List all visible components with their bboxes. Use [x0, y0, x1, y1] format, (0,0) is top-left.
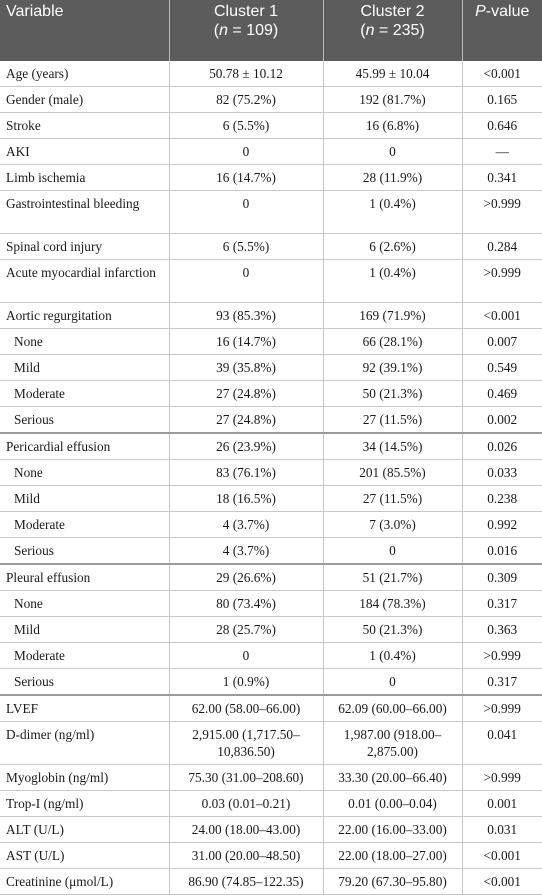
cluster-2-cell: 34 (14.5%): [323, 433, 462, 460]
cluster-2-cell: 0.01 (0.00–0.04): [323, 791, 462, 817]
cluster-2-cell: 33.30 (20.00–66.40): [323, 765, 462, 791]
cluster-2-cell: 51 (21.7%): [323, 564, 462, 591]
variable-cell: Myoglobin (ng/ml): [0, 765, 169, 791]
table-row: [0, 486, 542, 512]
cluster-2-cell: 184 (78.3%): [323, 591, 462, 617]
table-row: [0, 765, 542, 791]
p-value-cell: <0.001: [462, 843, 542, 869]
cluster-2-cell: 28 (11.9%): [323, 165, 462, 191]
variable-cell: ALT (U/L): [0, 817, 169, 843]
variable-cell: Stroke: [0, 113, 169, 139]
table-row: [0, 695, 542, 722]
cluster-2-cell: 92 (39.1%): [323, 355, 462, 381]
p-value-cell: 0.238: [462, 486, 542, 512]
table-row: [0, 512, 542, 538]
cluster-1-cell: 6 (5.5%): [169, 113, 323, 139]
table-row: [0, 234, 542, 260]
variable-cell: Aortic regurgitation: [0, 303, 169, 329]
table-row: [0, 381, 542, 407]
cluster-1-cell: 29 (26.6%): [169, 564, 323, 591]
p-value-cell: 0.031: [462, 817, 542, 843]
p-value-cell: 0.363: [462, 617, 542, 643]
table-row: [0, 87, 542, 113]
cluster-2-cell: 1 (0.4%): [323, 191, 462, 234]
table-row: [0, 591, 542, 617]
table-row: [0, 791, 542, 817]
table-row: [0, 817, 542, 843]
cluster-2-cell: 6 (2.6%): [323, 234, 462, 260]
table-body: [0, 61, 542, 895]
table-row: [0, 191, 542, 234]
p-value-cell: <0.001: [462, 869, 542, 895]
cluster-1-cell: 4 (3.7%): [169, 512, 323, 538]
variable-cell: Spinal cord injury: [0, 234, 169, 260]
table-row: [0, 669, 542, 696]
cluster-1-cell: 16 (14.7%): [169, 329, 323, 355]
cluster-2-cell: 7 (3.0%): [323, 512, 462, 538]
p-value-cell: >0.999: [462, 643, 542, 669]
variable-cell: Mild: [0, 617, 169, 643]
cluster-2-cell: 192 (81.7%): [323, 87, 462, 113]
p-value-cell: 0.646: [462, 113, 542, 139]
variable-cell: AST (U/L): [0, 843, 169, 869]
variable-cell: Acute myocardial infarction: [0, 260, 169, 303]
cluster-1-cell: 6 (5.5%): [169, 234, 323, 260]
cluster-2-cell: 16 (6.8%): [323, 113, 462, 139]
cluster-1-cell: 27 (24.8%): [169, 407, 323, 434]
cluster-2-cell: 45.99 ± 10.04: [323, 61, 462, 87]
p-value-cell: 0.317: [462, 669, 542, 696]
cluster-2-cell: 0: [323, 669, 462, 696]
p-value-cell: 0.007: [462, 329, 542, 355]
cluster-2-cell: 22.00 (16.00–33.00): [323, 817, 462, 843]
p-value-cell: 0.165: [462, 87, 542, 113]
p-value-cell: >0.999: [462, 765, 542, 791]
cluster-1-cell: 39 (35.8%): [169, 355, 323, 381]
cluster-2-cell: 1 (0.4%): [323, 643, 462, 669]
variable-cell: Trop-I (ng/ml): [0, 791, 169, 817]
variable-cell: None: [0, 591, 169, 617]
cluster-1-cell: 50.78 ± 10.12: [169, 61, 323, 87]
cluster-2-cell: 169 (71.9%): [323, 303, 462, 329]
p-value-cell: 0.549: [462, 355, 542, 381]
header-cluster-1: [169, 0, 323, 61]
variable-cell: Pericardial effusion: [0, 433, 169, 460]
variable-cell: Gender (male): [0, 87, 169, 113]
header-p-value: P-value: [462, 0, 542, 61]
table-row: [0, 61, 542, 87]
table-row: [0, 843, 542, 869]
cluster-1-cell: 28 (25.7%): [169, 617, 323, 643]
table-row: [0, 643, 542, 669]
p-value-cell: 0.341: [462, 165, 542, 191]
variable-cell: Age (years): [0, 61, 169, 87]
variable-cell: AKI: [0, 139, 169, 165]
variable-cell: Mild: [0, 486, 169, 512]
table-row: [0, 113, 542, 139]
header-cluster-2-title: Cluster 2: [360, 3, 425, 20]
header-variable: Variable: [0, 0, 169, 61]
table-row: [0, 329, 542, 355]
variable-cell: LVEF: [0, 695, 169, 722]
cluster-2-cell: 27 (11.5%): [323, 407, 462, 434]
variable-cell: Mild: [0, 355, 169, 381]
header-cluster-2: [323, 0, 462, 61]
p-value-cell: >0.999: [462, 260, 542, 303]
header-cluster-1-title: Cluster 1: [213, 3, 279, 20]
cluster-2-cell: 0: [323, 139, 462, 165]
cluster-2-cell: 201 (85.5%): [323, 460, 462, 486]
cluster-1-cell: 18 (16.5%): [169, 486, 323, 512]
p-value-cell: >0.999: [462, 191, 542, 234]
p-value-cell: 0.309: [462, 564, 542, 591]
cluster-2-cell: 66 (28.1%): [323, 329, 462, 355]
cluster-1-cell: 0.03 (0.01–0.21): [169, 791, 323, 817]
p-value-cell: 0.469: [462, 381, 542, 407]
header-cluster-2-n: (n = 235): [360, 22, 425, 39]
cluster-2-cell: 62.09 (60.00–66.00): [323, 695, 462, 722]
table-row: [0, 722, 542, 765]
cluster-1-cell: 80 (73.4%): [169, 591, 323, 617]
table-row: [0, 139, 542, 165]
table-row: [0, 407, 542, 434]
cluster-1-cell: 1 (0.9%): [169, 669, 323, 696]
cluster-1-cell: 0: [169, 191, 323, 234]
table-row: [0, 433, 542, 460]
header-row: [0, 0, 542, 61]
variable-cell: Creatinine (μmol/L): [0, 869, 169, 895]
table-row: [0, 538, 542, 565]
cluster-1-cell: 16 (14.7%): [169, 165, 323, 191]
variable-cell: Serious: [0, 407, 169, 434]
p-value-cell: >0.999: [462, 695, 542, 722]
p-value-cell: 0.026: [462, 433, 542, 460]
p-value-cell: 0.016: [462, 538, 542, 565]
p-value-cell: 0.033: [462, 460, 542, 486]
cluster-1-cell: 0: [169, 139, 323, 165]
table-row: [0, 355, 542, 381]
table-row: [0, 303, 542, 329]
table-row: [0, 617, 542, 643]
table-row: [0, 260, 542, 303]
variable-cell: Moderate: [0, 643, 169, 669]
cluster-1-cell: 82 (75.2%): [169, 87, 323, 113]
table-row: [0, 165, 542, 191]
cluster-1-cell: 27 (24.8%): [169, 381, 323, 407]
variable-cell: Moderate: [0, 512, 169, 538]
cluster-1-cell: 83 (76.1%): [169, 460, 323, 486]
p-value-cell: 0.002: [462, 407, 542, 434]
cluster-1-cell: 26 (23.9%): [169, 433, 323, 460]
p-value-cell: <0.001: [462, 61, 542, 87]
variable-cell: D-dimer (ng/ml): [0, 722, 169, 765]
cluster-1-cell: 0: [169, 260, 323, 303]
cluster-1-cell: 24.00 (18.00–43.00): [169, 817, 323, 843]
table-header: [0, 0, 542, 61]
cluster-1-cell: 4 (3.7%): [169, 538, 323, 565]
variable-cell: Gastrointestinal bleeding: [0, 191, 169, 234]
cluster-2-cell: 50 (21.3%): [323, 617, 462, 643]
cluster-1-cell: 75.30 (31.00–208.60): [169, 765, 323, 791]
p-value-cell: <0.001: [462, 303, 542, 329]
p-value-cell: 0.284: [462, 234, 542, 260]
variable-cell: None: [0, 460, 169, 486]
p-value-cell: 0.992: [462, 512, 542, 538]
cluster-1-cell: 2,915.00 (1,717.50–10,836.50): [169, 722, 323, 765]
header-cluster-1-n: (n = 109): [213, 22, 279, 39]
table-row: [0, 564, 542, 591]
p-value-cell: 0.317: [462, 591, 542, 617]
variable-cell: Serious: [0, 538, 169, 565]
variable-cell: Serious: [0, 669, 169, 696]
variable-cell: Pleural effusion: [0, 564, 169, 591]
cluster-2-cell: 79.20 (67.30–95.80): [323, 869, 462, 895]
table-row: [0, 869, 542, 895]
cluster-2-cell: 50 (21.3%): [323, 381, 462, 407]
variable-cell: Limb ischemia: [0, 165, 169, 191]
variable-cell: None: [0, 329, 169, 355]
cluster-2-cell: 1 (0.4%): [323, 260, 462, 303]
variable-cell: Moderate: [0, 381, 169, 407]
cluster-1-cell: 0: [169, 643, 323, 669]
p-value-cell: —: [462, 139, 542, 165]
cluster-1-cell: 62.00 (58.00–66.00): [169, 695, 323, 722]
cluster-1-cell: 31.00 (20.00–48.50): [169, 843, 323, 869]
cluster-1-cell: 86.90 (74.85–122.35): [169, 869, 323, 895]
cluster-2-cell: 1,987.00 (918.00–2,875.00): [323, 722, 462, 765]
cluster-1-cell: 93 (85.3%): [169, 303, 323, 329]
cluster-2-cell: 22.00 (18.00–27.00): [323, 843, 462, 869]
cluster-2-cell: 0: [323, 538, 462, 565]
p-value-cell: 0.041: [462, 722, 542, 765]
table-row: [0, 460, 542, 486]
p-value-cell: 0.001: [462, 791, 542, 817]
cluster-2-cell: 27 (11.5%): [323, 486, 462, 512]
